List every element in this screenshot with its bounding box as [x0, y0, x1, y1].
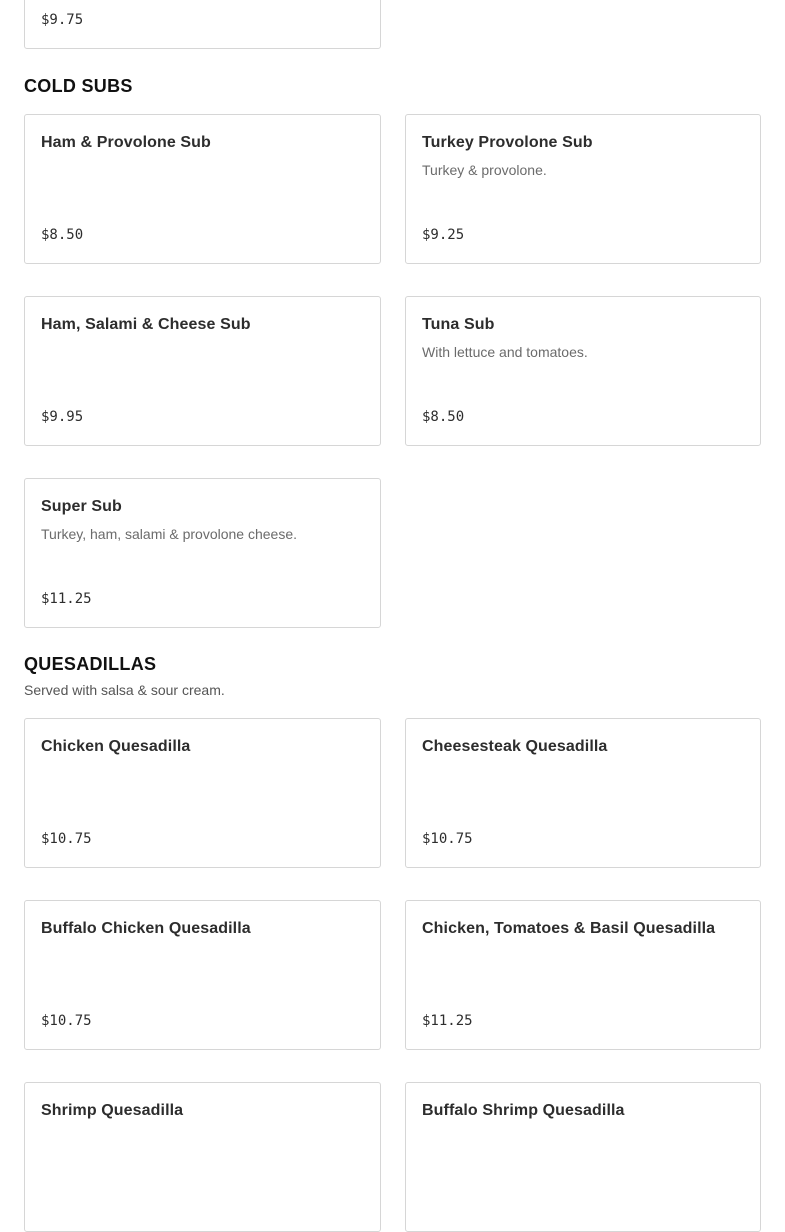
item-name: Ham, Salami & Cheese Sub	[41, 316, 251, 333]
item-price: $10.75	[41, 831, 92, 847]
section-title-quesadillas: QUESADILLAS	[24, 654, 157, 674]
section-title-cold-subs: COLD SUBS	[24, 76, 133, 96]
menu-item-card[interactable]	[405, 1082, 761, 1232]
menu-item-card[interactable]	[24, 718, 381, 868]
item-description: Turkey, ham, salami & provolone cheese.	[41, 526, 298, 542]
item-name: Super Sub	[41, 498, 122, 515]
item-price: $8.50	[422, 409, 465, 425]
item-price: $9.25	[422, 227, 465, 243]
item-name: Ham & Provolone Sub	[41, 134, 211, 151]
menu-item-card[interactable]	[24, 114, 381, 264]
item-name: Chicken Quesadilla	[41, 738, 191, 755]
item-description: With lettuce and tomatoes.	[422, 344, 588, 360]
menu-item-card[interactable]	[24, 1082, 381, 1232]
menu-item-card[interactable]	[405, 296, 761, 446]
menu-item-card[interactable]	[405, 114, 761, 264]
item-price: $10.75	[41, 1013, 92, 1029]
menu-item-card[interactable]	[24, 900, 381, 1050]
item-price: $9.75	[41, 12, 84, 28]
item-name: Buffalo Shrimp Quesadilla	[422, 1102, 625, 1119]
item-name: Chicken, Tomatoes & Basil Quesadilla	[422, 920, 716, 937]
item-price: $8.50	[41, 227, 84, 243]
section-subtitle: Served with salsa & sour cream.	[24, 682, 225, 698]
item-price: $9.95	[41, 409, 84, 425]
menu-item-card[interactable]	[24, 478, 381, 628]
menu-item-card[interactable]	[405, 900, 761, 1050]
item-name: Cheesesteak Quesadilla	[422, 738, 608, 755]
menu-item-card[interactable]	[24, 0, 381, 49]
item-description: Turkey & provolone.	[422, 162, 547, 178]
item-name: Buffalo Chicken Quesadilla	[41, 920, 251, 937]
item-name: Turkey Provolone Sub	[422, 134, 593, 151]
item-price: $10.75	[422, 831, 473, 847]
item-price: $11.25	[41, 591, 92, 607]
item-name: Tuna Sub	[422, 316, 495, 333]
menu-item-card[interactable]	[405, 718, 761, 868]
item-price: $11.25	[422, 1013, 473, 1029]
item-name: Shrimp Quesadilla	[41, 1102, 184, 1119]
menu-item-card[interactable]	[24, 296, 381, 446]
